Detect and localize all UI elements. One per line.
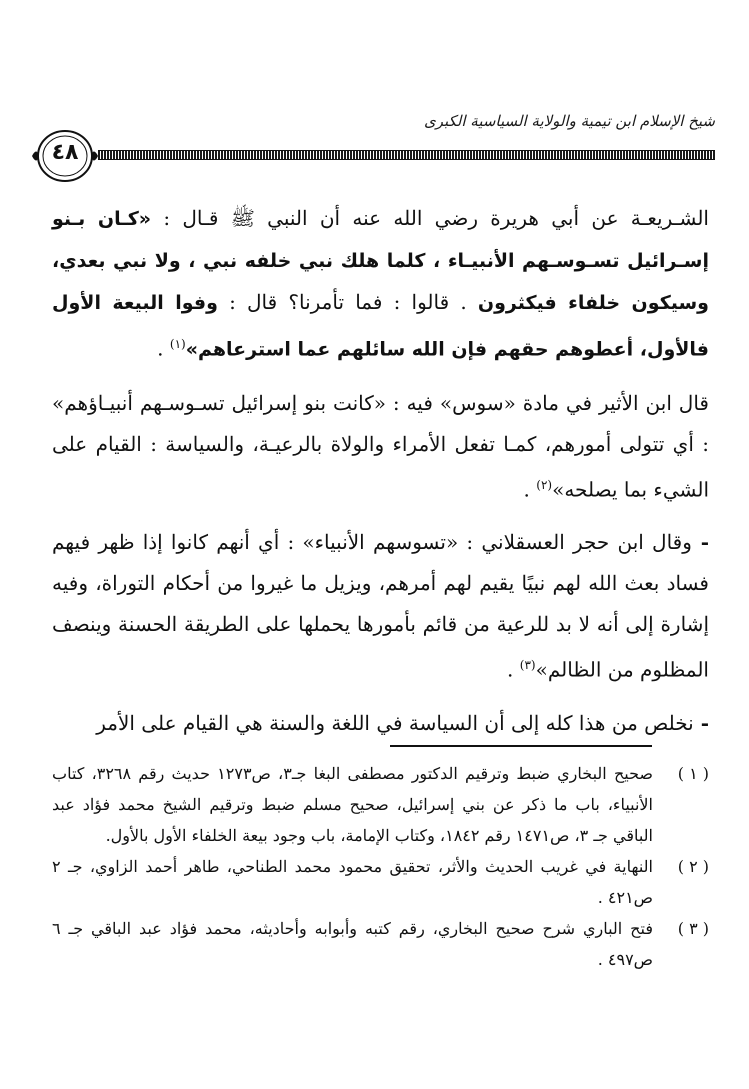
footnote-separator (390, 745, 652, 747)
paragraph-highlight: فيهم فساد بعث الله لهم نبيًا يقيم لهم أمرهم، ويزيل ما غيروا من أحكام (52, 530, 709, 596)
footnote-text: النهاية في غريب الحديث والأثر، تحقيق محمود محمد الطناحي، طاهر أحمد الزاوي، جـ ٢ ص٤٢١ . (52, 857, 653, 907)
footnote-ref-1: (١) (169, 337, 186, 351)
footnote-item (52, 758, 709, 851)
footnote-ref-2: (٢) (536, 477, 553, 492)
paragraph-ibn-hajar (52, 522, 709, 691)
paragraph-text: قال ابن الأثير في مادة «سوس» فيه : «كانت بنو إسرائيل تسـوسـهم أنبيـاؤهم» : أي تتولى أمورهم، كمـا تفعل الأمراء والولاة بالرعيـة، والسياسة : القيام على الشيء بما يصلحه» (52, 390, 709, 502)
footnote-number: ( ٢ ) (677, 857, 709, 876)
paragraph-lead: وقال ابن حجر العسقلاني : «تسوسهم الأنبياء» : أي أنهم كانوا إذا ظهر (90, 530, 692, 555)
hadith-text-part1: «كـان بـنو إسـرائيل تسـوسـهم الأنبيـاء ، كلما هلك نبي خلفه نبي ، ولا نبي بعدي، وسيكون خلفاء فيكثرون (52, 208, 709, 314)
main-text (52, 198, 709, 744)
paragraph-ibn-athir (52, 383, 709, 511)
footnote-text: صحيح البخاري ضبط وترقيم الدكتور مصطفى البغا جـ٣، ص١٢٧٣ حديث رقم ٣٢٦٨، كتاب الأنبياء، باب ما ذكر عن بني إسرائيل، صحيح مسلم ضبط وترقيم الشيخ محمد فؤاد عبد الباقي جـ ٣، ص١٤٧١ رقم ١٨٤٢، وكتاب الإمامة، باب وجود بيعة الخلفاء الأول بالأول. (52, 764, 654, 845)
footnote-ref-3: (٣) (519, 658, 536, 673)
footnote-number: ( ١ ) (677, 764, 709, 783)
paragraph-conclusion (52, 703, 709, 744)
paragraph-end: . (507, 657, 520, 682)
running-header-title: شيخ الإسلام ابن تيمية والولاية السياسية الكبرى (423, 112, 715, 130)
paragraph-text: نخلص من هذا كله إلى أن السياسة في اللغة والسنة هي القيام على الأمر (96, 710, 694, 735)
paragraph-end: . (523, 477, 537, 502)
paragraph-end: . (157, 336, 170, 361)
header-rule (98, 150, 715, 160)
paragraph-hadith (52, 198, 709, 371)
footnote-number: ( ٣ ) (677, 919, 709, 938)
footnote-text: فتح الباري شرح صحيح البخاري، رقم كتبه وأبوابه وأحاديثه، محمد فؤاد عبد الباقي جـ ٦ ص٤٩٧ . (52, 919, 653, 969)
footnote-item (52, 913, 709, 975)
hadith-text-part2: وفوا البيعة الأول فالأول، أعطوهم حقهم فإن الله سائلهم عما استرعاهم» (52, 292, 709, 361)
page-number: ٤٨ (51, 140, 79, 165)
footnotes (52, 758, 709, 975)
paragraph-rest: التوراة، وفيه إشارة إلى أنه لا بد للرعية من قائم بأمورها يحملها على الطريقة الحسنة وينصف المظلوم من الظالم» (52, 571, 709, 682)
paragraph-mid: . قالوا : فما تأمرنا؟ قال : (217, 290, 478, 314)
footnote-item (52, 851, 709, 913)
paragraph-lead: الشـريعـة عن أبي هريرة رضي الله عنه أن النبي ﷺ قـال : (151, 206, 709, 230)
